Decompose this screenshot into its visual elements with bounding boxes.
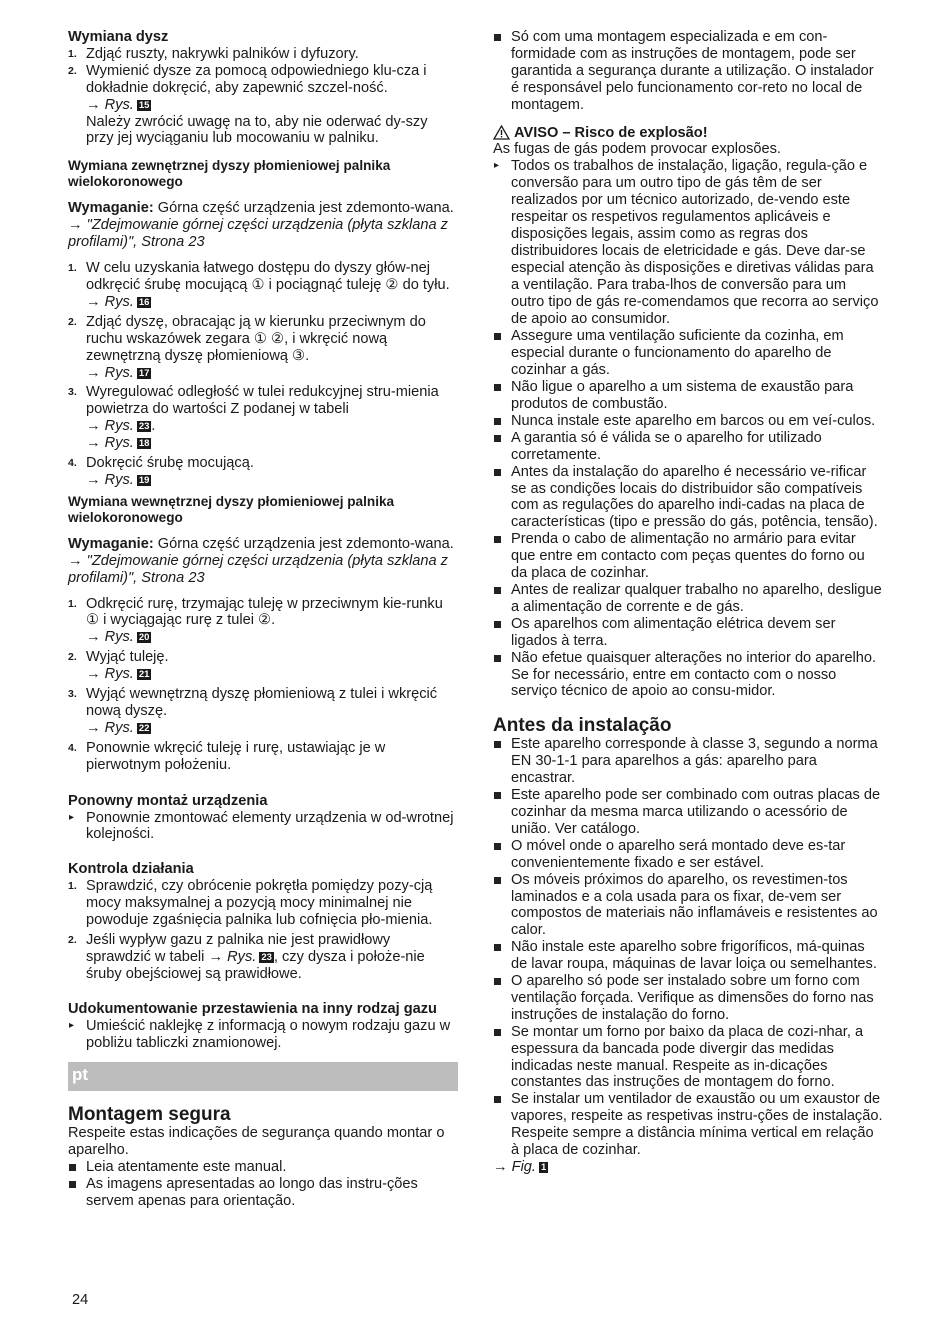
list-item: 1. Zdjąć ruszty, nakrywki palników i dyfuzory.	[68, 45, 359, 62]
square-bullet-icon	[494, 536, 501, 543]
figure-badge: 21	[138, 669, 150, 681]
list-item: 1. W celu uzyskania łatwego dostępu do dyszy głów-nej odkręcić śrubę mocującą ① i pociągnąć tuleję ② do tyłu. → Rys. 16	[68, 260, 458, 311]
square-bullet-icon	[494, 978, 501, 985]
figure-badge: 17	[138, 367, 150, 379]
list-item: Não instale este aparelho sobre frigoríficos, má-quinas de lavar roupa, máquinas de lavar loiça ou semelhantes.	[493, 939, 883, 973]
triangle-bullet-icon: ▸	[69, 1019, 75, 1031]
list-item: O aparelho só pode ser instalado sobre um forno com ventilação forçada. Verifique as dimensões do forno nas instruções de instalação do forno.	[493, 973, 883, 1024]
figure-badge: 22	[138, 722, 150, 734]
figure-badge: 23	[261, 951, 272, 963]
requirement-text: Wymaganie: Górna część urządzenia jest zdemonto-wana. → "Zdejmowanie górnej części urządzenia (płyta szklana z profilami)", Strona 23	[68, 200, 454, 251]
list-item: Os aparelhos com alimentação elétrica devem ser ligados à terra.	[493, 616, 883, 650]
list-item: Este aparelho pode ser combinado com outras placas de cozinhar da mesma marca utilizando o acessório de união. Ver catálogo.	[493, 787, 883, 838]
list-item: Não ligue o aparelho a um sistema de exaustão para produtos de combustão.	[493, 379, 883, 413]
figure-reference: → Rys. 20	[86, 629, 150, 646]
list-item: Se montar um forno por baixo da placa de cozi-nhar, a espessura da bancada pode divergir das medidas indicadas neste manual. Respeite as in-dicações constantes das instruções de montagem do forno.	[493, 1024, 883, 1092]
list-item: Só com uma montagem especializada e em con-formidade com as instruções de montagem, pode ser garantida a segurança durante a utilização. O instalador é responsável pelo funcionamento cor-reto no local de montagem.	[493, 29, 883, 114]
square-bullet-icon	[494, 1096, 501, 1103]
language-band	[68, 1062, 458, 1091]
figure-badge: 18	[138, 438, 150, 450]
section-title: Kontrola działania	[68, 861, 194, 878]
list-item: O móvel onde o aparelho será montado deve es-tar convenientemente fixado e ser estável.	[493, 838, 883, 872]
section-title: Ponowny montaż urządzenia	[68, 792, 268, 809]
square-bullet-icon	[494, 587, 501, 594]
steps-list	[68, 878, 458, 982]
warning-title: AVISO – Risco de explosão!	[493, 125, 883, 142]
list-item: Se instalar um ventilador de exaustão ou um exaustor de vapores, respeite as respetivas instru-ções de instalação. Respeite sempre a distância mínima vertical em relação à placa de cozinhar.	[493, 1091, 883, 1159]
cross-reference-link: "Zdejmowanie górnej części urządzenia (płyta szklana z profilami)", Strona 23	[68, 552, 448, 586]
language-code: pt	[72, 1065, 89, 1085]
list-item: Assegure uma ventilação suficiente da cozinha, em especial durante o funcionamento do aparelho de cozinhar a gás.	[493, 328, 883, 379]
list-item: Prenda o cabo de alimentação no armário para evitar que entre em contacto com peças quentes do forno ou da placa de cozinhar.	[493, 531, 883, 582]
square-bullet-icon	[494, 469, 501, 476]
square-bullet-icon	[494, 655, 501, 662]
list-item: Este aparelho corresponde à classe 3, segundo a norma EN 30-1-1 para aparelhos a gás: aparelho para encastrar.	[493, 736, 883, 787]
warning-text: As fugas de gás podem provocar explosões.	[493, 141, 781, 158]
bullet-list	[493, 328, 883, 700]
figure-badge: 16	[138, 296, 150, 308]
list-item: ▸ Ponownie zmontować elementy urządzenia w od-wrotnej kolejności.	[69, 809, 454, 843]
list-item: 2. Jeśli wypływ gazu z palnika nie jest prawidłowy sprawdzić w tabeli → Rys. 23 , czy dysza i położe-nie śruby obejściowej są prawidłowe.	[68, 931, 425, 982]
square-bullet-icon	[494, 944, 501, 951]
figure-badge: 1	[540, 1162, 547, 1173]
list-item: 2. Wyjąć tuleję. → Rys. 21	[68, 649, 458, 683]
square-bullet-icon	[494, 792, 501, 799]
list-item: 1. Odkręcić rurę, trzymając tuleję w przeciwnym kie-runku ① i wyciągając rurę z tulei ②. → Rys. 20	[68, 596, 458, 647]
list-item: 4. Ponownie wkręcić tuleję i rurę, ustawiając je w pierwotnym położeniu.	[68, 739, 386, 773]
right-column	[493, 29, 883, 1176]
list-item: 3. Wyjąć wewnętrzną dyszę płomieniową z tulei i wkręcić nową dyszę. → Rys. 22	[68, 686, 458, 737]
list-item: A garantia só é válida se o aparelho for utilizado corretamente.	[493, 430, 883, 464]
figure-reference: → Rys. 19	[86, 471, 150, 488]
square-bullet-icon	[494, 1029, 501, 1036]
square-bullet-icon	[494, 435, 501, 442]
list-item: Não efetue quaisquer alterações no interior do aparelho. Se for necessário, entre em contacto com o nosso serviço técnico de apoio ao consu-midor.	[493, 650, 883, 701]
figure-reference: → Rys. 22	[86, 719, 150, 736]
steps-list	[68, 46, 458, 147]
requirement-text: Wymaganie: Górna część urządzenia jest zdemonto-wana. → "Zdejmowanie górnej części urządzenia (płyta szklana z profilami)", Strona 23	[68, 535, 454, 586]
figure-reference: → Rys. 17	[86, 364, 150, 381]
square-bullet-icon	[494, 843, 501, 850]
triangle-bullet-icon: ▸	[494, 160, 500, 172]
bullet-list	[68, 1159, 458, 1210]
page-number: 24	[72, 1292, 89, 1308]
figure-reference: → Rys. 21	[86, 666, 150, 683]
list-item: Os móveis próximos do aparelho, os revestimen-tos laminados e a cola usada para os fixar, de-vem ser compostos de materiais não inflamáveis e resistentes ao calor.	[493, 872, 883, 940]
square-bullet-icon	[494, 34, 501, 41]
list-item: ▸ Umieścić naklejkę z informacją o nowym rodzaju gazu w pobliżu tabliczki znamionowej.	[69, 1017, 451, 1051]
figure-reference: → Fig. 1	[493, 1159, 547, 1175]
list-item: 4. Dokręcić śrubę mocującą. → Rys. 19	[68, 455, 458, 489]
list-item: Antes da instalação do aparelho é necessário ve-rificar se as condições locais do distribuidor são compatíveis com as regulações do aparelho indi-cadas na placa de características (tipo e pressão do gás, potência, tensão).	[493, 464, 883, 532]
cross-reference-link: "Zdejmowanie górnej części urządzenia (płyta szklana z profilami)", Strona 23	[68, 217, 448, 251]
intro-text: Respeite estas indicações de segurança quando montar o aparelho.	[68, 1125, 445, 1159]
figure-badge: 15	[138, 99, 150, 111]
square-bullet-icon	[69, 1164, 76, 1171]
steps-list	[68, 596, 458, 774]
warning-triangle-icon	[493, 125, 510, 140]
action-list	[68, 810, 458, 844]
square-bullet-icon	[494, 333, 501, 340]
bullet-list	[493, 29, 883, 114]
list-item: 1. Sprawdzić, czy obrócenie pokrętła pomiędzy pozy-cją mocy maksymalnej a pozycją mocy minimalnej nie powoduje zgaśnięcia palnika lub cofnięcia pło-mienia.	[68, 878, 433, 929]
list-item: Leia atentamente este manual.	[68, 1159, 458, 1176]
section-heading: Antes da instalação	[493, 715, 672, 737]
list-item: 2. Wymienić dysze za pomocą odpowiedniego klu-cza i dokładnie dokręcić, aby zapewnić szczel-ność. → Rys. 15 Należy zwrócić uwagę na to, aby nie oderwać dy-szy przy jej wyciąganiu lub mocowaniu w palniku.	[68, 63, 458, 148]
action-list	[68, 1018, 458, 1052]
figure-reference: → Rys. 23 .	[86, 418, 156, 435]
list-item: 2. Zdjąć dyszę, obracając ją w kierunku przeciwnym do ruchu wskazówek zegara ① ②, i wkręcić nową zewnętrzną dyszę płomieniową ③. → Rys. 17	[68, 314, 458, 382]
square-bullet-icon	[494, 741, 501, 748]
section-heading: Montagem segura	[68, 1104, 231, 1126]
square-bullet-icon	[494, 384, 501, 391]
square-bullet-icon	[494, 621, 501, 628]
square-bullet-icon	[494, 418, 501, 425]
section-title: Udokumentowanie przestawienia na inny rodzaj gazu	[68, 1000, 437, 1017]
list-item: ▸ Todos os trabalhos de instalação, ligação, regula-ção e conversão para um outro tipo de gás têm de ser realizados por um técnico autorizado, de-vendo este respeitar os respetivos regulamentos aplicáveis e disposições legais, assim como as regras dos distribuidores locais de eletricidade e gás. Deve dar-se especial atenção às disposições e diretivas válidas para a ventilação. Para traba-lhos de conversão para um outro tipo de gás re-comendamos que recorra ao serviço de apoio ao consumidor.	[494, 158, 879, 327]
section-title: Wymiana wewnętrznej dyszy płomieniowej palnika wielokoronowego	[68, 493, 395, 525]
note-text: Należy zwrócić uwagę na to, aby nie oderwać dy-szy przy jej wyciąganiu lub mocowaniu w palniku.	[86, 113, 428, 147]
list-item: Antes de realizar qualquer trabalho no aparelho, desligue a alimentação de corrente e de gás.	[493, 582, 883, 616]
list-item: As imagens apresentadas ao longo das instru-ções servem apenas para orientação.	[68, 1176, 458, 1210]
left-column	[68, 29, 458, 1210]
list-item: 3. Wyregulować odległość w tulei redukcyjnej stru-mienia powietrza do wartości Z podanej w tabeli → Rys. 23 . → Rys. 18	[68, 384, 458, 452]
figure-reference: → Rys. 15	[86, 96, 150, 113]
figure-badge: 20	[138, 632, 150, 644]
square-bullet-icon	[69, 1181, 76, 1188]
list-item: Nunca instale este aparelho em barcos ou em veí-culos.	[493, 413, 883, 430]
steps-list	[68, 260, 458, 489]
square-bullet-icon	[494, 877, 501, 884]
action-list	[493, 158, 883, 327]
triangle-bullet-icon: ▸	[69, 811, 75, 823]
section-title: Wymiana zewnętrznej dyszy płomieniowej palnika wielokoronowego	[68, 158, 391, 190]
section-title: Wymiana dysz	[68, 29, 169, 45]
figure-reference: → Rys. 16	[86, 293, 150, 310]
figure-badge: 23	[138, 421, 150, 433]
figure-reference: → Rys. 18	[86, 435, 150, 452]
bullet-list	[493, 736, 883, 1159]
figure-badge: 19	[138, 474, 150, 486]
